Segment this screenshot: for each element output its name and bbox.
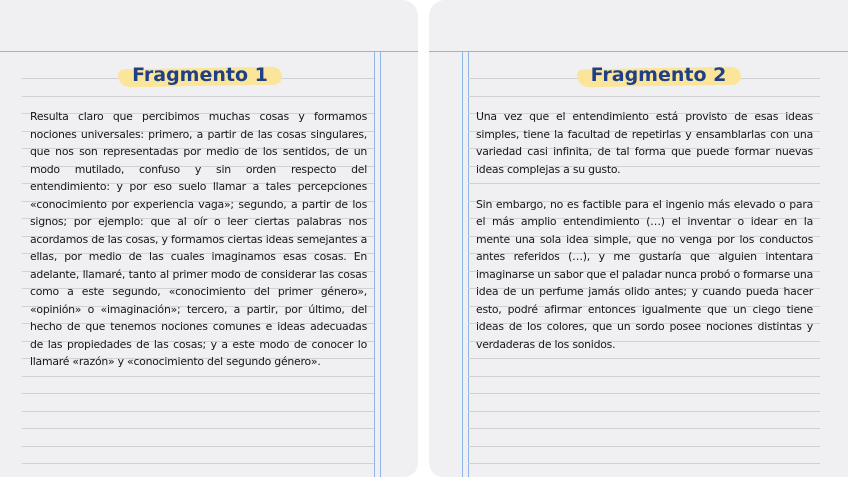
ruled-line xyxy=(468,411,820,412)
paragraph: Sin embargo, no es factible para el ingenio más elevado o para el más amplio entendimiento (…) el inventar o idear en la mente una sola idea simple, que no venga por los conductos antes referidos (…), y me gustaría que alguien intentara imaginarse un sabor que el paladar nunca probó o formarse una idea de un perfume jamás olido antes; y cuando pueda hacer esto, podré afirmar entonces igualmente que un ciego tiene ideas de los colores, que un sordo posee nociones distintas y verdaderas de los sonidos. xyxy=(476,197,813,351)
ruled-line xyxy=(22,411,374,412)
ruled-line xyxy=(468,96,820,97)
title-container xyxy=(0,58,400,92)
margin-line xyxy=(380,51,381,477)
fragment-text xyxy=(476,108,813,353)
ruled-line xyxy=(468,463,820,464)
ruled-line xyxy=(22,376,374,377)
ruled-line xyxy=(22,446,374,447)
paragraph: Una vez que el entendimiento está provisto de esas ideas simples, tiene la facultad de repetirlas y ensamblarlas con una variedad casi infinita, de tal forma que puede formar nuevas ideas complejas a su gusto. xyxy=(476,110,813,176)
fragment-text xyxy=(30,108,367,371)
ruled-line xyxy=(22,393,374,394)
ruled-line xyxy=(468,358,820,359)
fragment-card-right xyxy=(429,0,848,477)
fragment-title: Fragmento 2 xyxy=(581,62,737,88)
ruled-line xyxy=(468,393,820,394)
top-margin-line xyxy=(0,51,418,52)
paragraph: Resulta claro que percibimos muchas cosas y formamos nociones universales: primero, a partir de las cosas singulares, que nos son representadas por medio de los sentidos, de un modo mutilado, confuso y sin orden respecto del entendimiento: y por eso suelo llamar a tales percepciones «conocimiento por experiencia vaga»; segundo, a partir de los signos; por ejemplo: que al oír o leer ciertas palabras nos acordamos de las cosas, y formamos ciertas ideas semejantes a ellas, por medio de las cuales imaginamos esas cosas. En adelante, llamaré, tanto al primer modo de considerar las cosas como a este segundo, «conocimiento del primer género», «opinión» o «imaginación»; tercero, a partir, por último, del hecho de que tenemos nociones comunes e ideas adecuadas de las propiedades de las cosas; y a este modo de conocer lo llamaré «razón» y «conocimiento del segundo género». xyxy=(30,110,367,368)
ruled-line xyxy=(22,463,374,464)
margin-line xyxy=(468,51,469,477)
title-container xyxy=(469,58,848,92)
fragment-title: Fragmento 1 xyxy=(122,62,278,88)
fragment-card-left xyxy=(0,0,418,477)
margin-line xyxy=(374,51,375,477)
ruled-line xyxy=(468,376,820,377)
ruled-line xyxy=(22,96,374,97)
ruled-line xyxy=(468,428,820,429)
ruled-line xyxy=(468,446,820,447)
top-margin-line xyxy=(429,51,848,52)
ruled-line xyxy=(22,428,374,429)
margin-line xyxy=(462,51,463,477)
